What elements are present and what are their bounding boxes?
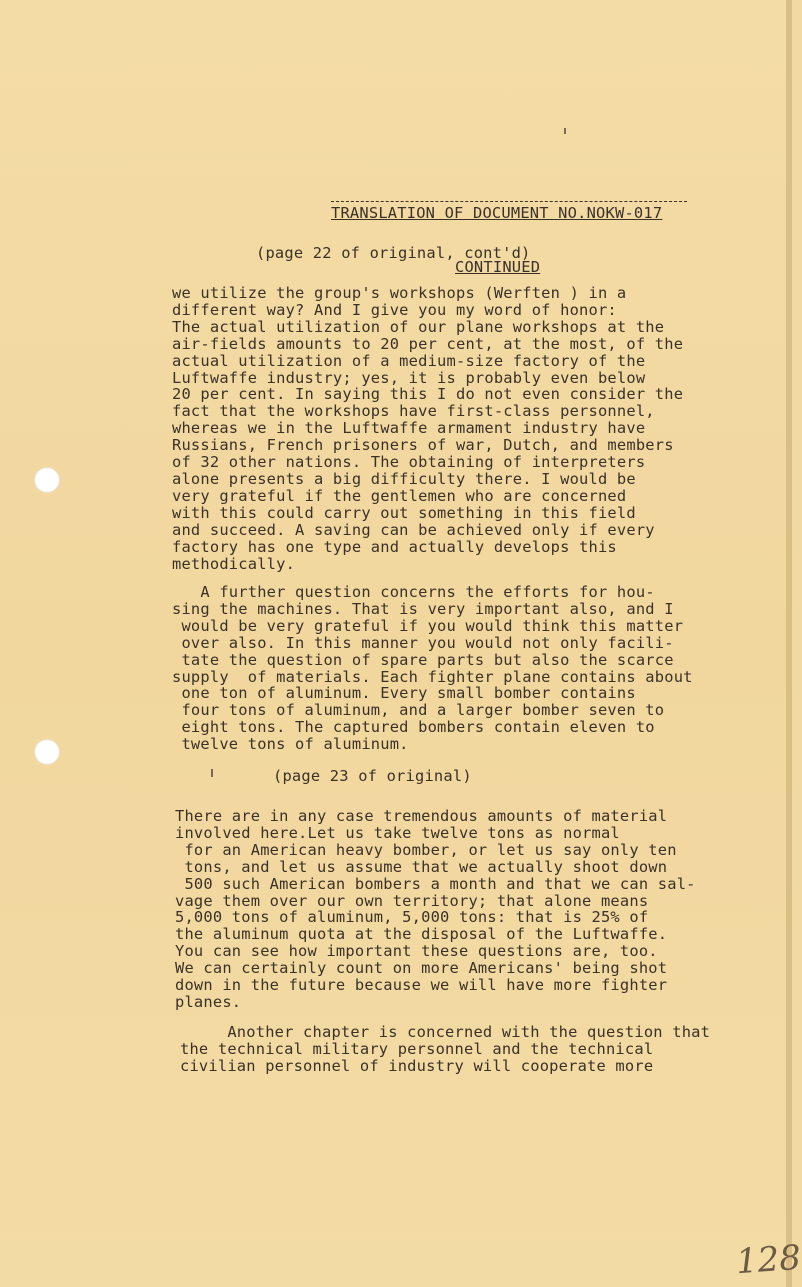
page-note-23: (page 23 of original): [273, 767, 472, 785]
header-continued: CONTINUED: [455, 258, 541, 276]
speck-mark: [211, 769, 213, 777]
paragraph-cooperation: Another chapter is concerned with the question that the technical military personnel and the technical civilian personnel of industry will cooperate more: [180, 1023, 711, 1075]
paragraph-aluminum: There are in any case tremendous amounts of material involved here.Let us take twelve tons as normal for an American heavy bomber, or let us say only ten tons, and let us assume that we actually shoot down 500 such American bombers a month and that we can sal- vage them over our own territory; that alone means 5,000 tons of aluminum, 5,000 tons: that is 25% of the aluminum quota at the disposal of the Luftwaffe. You can see how important these questions are, too. We can certainly count on more Americans' being shot down in the future because we will have more fighter planes.: [175, 807, 696, 1011]
header-title: TRANSLATION OF DOCUMENT NO.NOKW-017: [331, 204, 663, 222]
speck-mark: [564, 128, 566, 134]
paragraph-workshops: we utilize the group's workshops (Werften ) in a different way? And I give you my word of honor: The actual utilization of our plane workshops at the air-fields amounts to 20 per cent, at the most, of the actual utilization of a medium-size factory of the Luftwaffe industry; yes, it is probably even below 20 per cent. In saying this I do not even consider the fact that the workshops have first-class personnel, whereas we in the Luftwaffe armament industry have Russians, French prisoners of war, Dutch, and members of 32 other nations. The obtaining of interpreters alone presents a big difficulty there. I would be very grateful if the gentlemen who are concerned with this could carry out something in this field and succeed. A saving can be achieved only if every factory has one type and actually develops this methodically.: [172, 284, 684, 573]
folio-number: 128: [734, 1237, 802, 1283]
page-note-22: (page 22 of original, cont'd): [256, 244, 531, 262]
paragraph-housing-machines: A further question concerns the efforts for hou- sing the machines. That is very important also, and I would be very grateful if you would think this matter over also. In this manner you would not only facili- tate the question of spare parts but also the scarce supply of materials. Each fighter plane contains about one ton of aluminum. Every small bomber contains four tons of aluminum, and a larger bomber seven to eight tons. The captured bombers contain eleven to twelve tons of aluminum.: [172, 583, 693, 754]
punch-hole: [34, 467, 60, 493]
header-rule: [331, 201, 687, 202]
page-edge: [786, 0, 792, 1287]
punch-hole: [34, 739, 60, 765]
